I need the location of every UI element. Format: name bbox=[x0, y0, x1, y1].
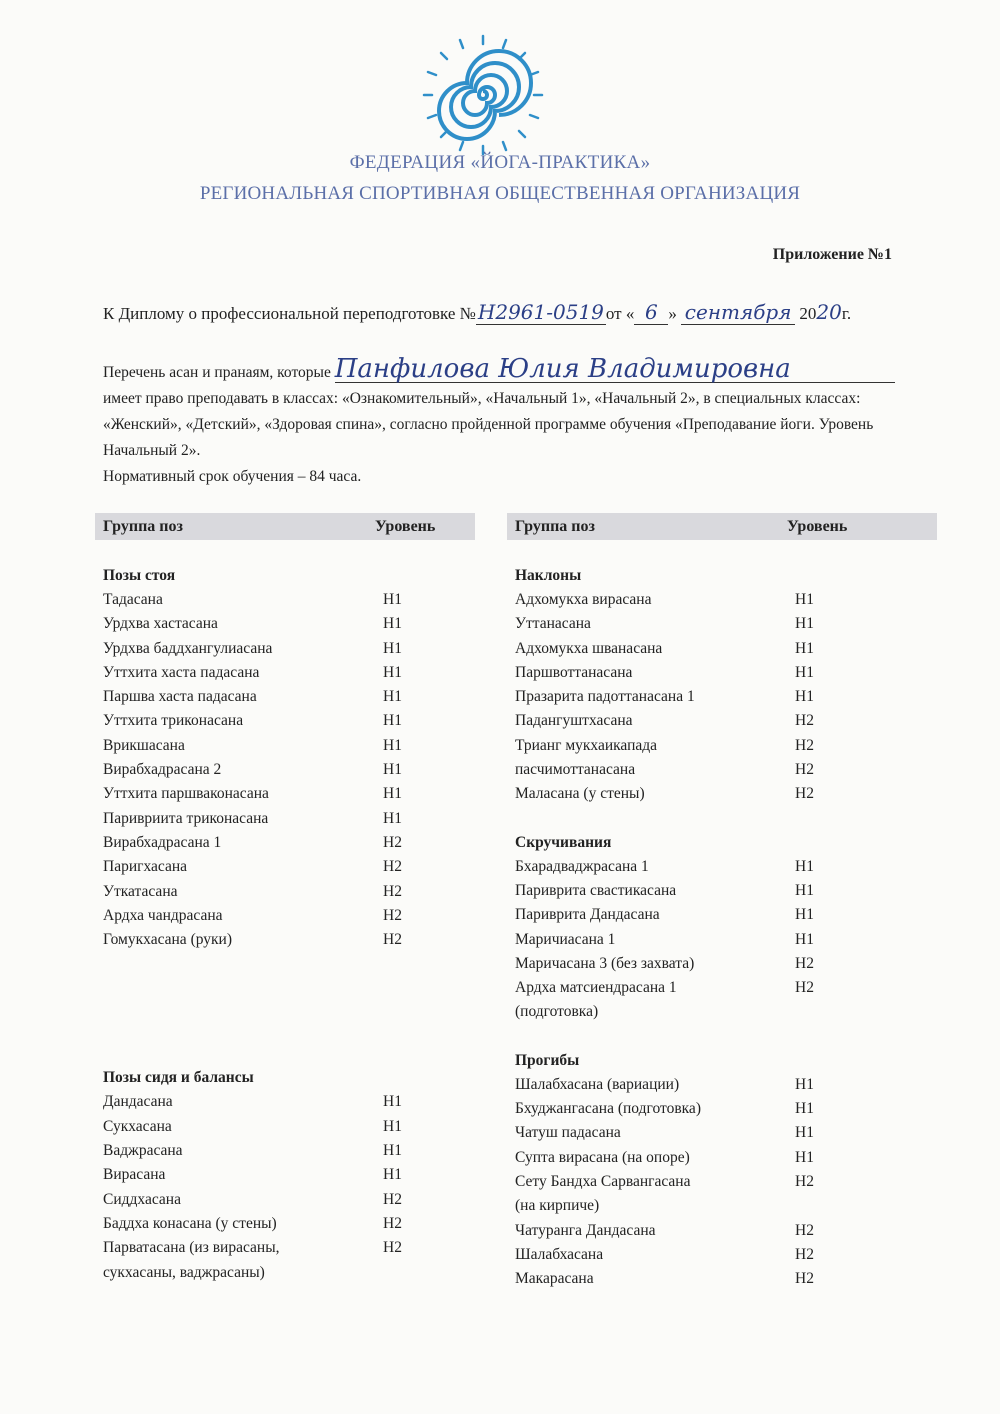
table-row bbox=[507, 1194, 937, 1218]
table-row bbox=[507, 1146, 937, 1170]
right-table-header bbox=[507, 513, 937, 540]
section-title: Прогибы bbox=[515, 1051, 580, 1069]
asana-level: Н2 bbox=[795, 785, 814, 803]
table-row bbox=[95, 1261, 475, 1285]
asana-level: Н1 bbox=[795, 1124, 814, 1142]
asana-name: Паршва хаста падасана bbox=[103, 688, 257, 706]
left-table-header bbox=[95, 513, 475, 540]
table-row bbox=[507, 1000, 937, 1024]
asana-name: сукхасаны, ваджрасаны) bbox=[103, 1263, 265, 1281]
asana-level: Н2 bbox=[795, 736, 814, 754]
asana-level: Н1 bbox=[795, 688, 814, 706]
table-row bbox=[95, 612, 475, 636]
asana-name: Парватасана (из вирасаны, bbox=[103, 1239, 280, 1257]
table-row bbox=[95, 928, 475, 952]
asana-name: Сиддхасана bbox=[103, 1190, 181, 1208]
asana-name: Вирасана bbox=[103, 1166, 166, 1184]
table-row bbox=[95, 588, 475, 612]
asana-level: Н2 bbox=[795, 954, 814, 972]
intro-duration: Нормативный срок обучения – 84 часа. bbox=[103, 468, 362, 485]
diploma-number: Н2961-0519 bbox=[477, 300, 604, 324]
asana-name: Бхуджангасана (подготовка) bbox=[515, 1100, 701, 1118]
header-level: Уровень bbox=[375, 517, 436, 535]
asana-level: Н1 bbox=[383, 688, 402, 706]
backbends-list bbox=[507, 1073, 937, 1292]
asana-name: Вирабхадрасана 2 bbox=[103, 761, 222, 779]
asana-level: Н1 bbox=[383, 615, 402, 633]
table-row bbox=[507, 1097, 937, 1121]
asana-level: Н1 bbox=[383, 1166, 402, 1184]
table-row bbox=[95, 1236, 475, 1260]
org-name-line2: РЕГИОНАЛЬНАЯ СПОРТИВНАЯ ОБЩЕСТВЕННАЯ ОРГАНИЗАЦИЯ bbox=[199, 183, 801, 204]
table-row bbox=[95, 1163, 475, 1187]
table-row bbox=[95, 1212, 475, 1236]
asana-level: Н1 bbox=[383, 736, 402, 754]
right-column bbox=[507, 513, 937, 1291]
asana-name: Паригхасана bbox=[103, 858, 188, 876]
asana-level: Н1 bbox=[795, 1075, 814, 1093]
asana-name: Уткатасана bbox=[103, 882, 178, 900]
table-row bbox=[507, 734, 937, 758]
header-group: Группа поз bbox=[103, 517, 183, 535]
asana-name: Падангуштхасана bbox=[515, 712, 633, 730]
intro-lead: Перечень асан и пранаям, которые bbox=[103, 364, 331, 381]
asana-level: Н2 bbox=[795, 979, 814, 997]
table-row bbox=[507, 903, 937, 927]
asana-name: Чатуранга Дандасана bbox=[515, 1221, 656, 1239]
section-title: Позы стоя bbox=[103, 567, 176, 584]
asana-level: Н1 bbox=[383, 809, 402, 827]
asana-name: Уттхита триконасана bbox=[103, 712, 244, 730]
header-level: Уровень bbox=[787, 517, 848, 535]
asana-level: Н2 bbox=[383, 833, 402, 851]
standing-list bbox=[95, 588, 475, 952]
intro-rest: имеет право преподавать в классах: «Ознакомительный», «Начальный 1», «Начальный 2», в специальных классах: «Женский», «Детский», «Здоровая спина», согласно пройденной программе обучения «Преподавание йоги. Уровень Начальный 2». bbox=[103, 390, 874, 459]
diploma-prefix: К Диплому о профессиональной переподготовке № bbox=[103, 304, 476, 323]
asana-name: Паривритa свастикасана bbox=[515, 881, 677, 899]
diploma-year-prefix: 20 bbox=[799, 304, 817, 323]
asana-name: Паршвоттанасана bbox=[515, 663, 633, 681]
asana-name: Маричиасана 1 bbox=[515, 930, 616, 948]
table-row bbox=[507, 1073, 937, 1097]
asana-name: Урдхва хастасана bbox=[103, 615, 218, 633]
asana-name: Врикшасана bbox=[103, 736, 185, 754]
diploma-year-suffix: 20 bbox=[816, 300, 842, 324]
asana-level: Н1 bbox=[383, 639, 402, 657]
table-row bbox=[95, 758, 475, 782]
asana-level: Н2 bbox=[383, 1190, 402, 1208]
asana-name: Тадасана bbox=[103, 591, 163, 608]
asana-level: Н2 bbox=[383, 906, 402, 924]
asana-level bbox=[383, 1261, 475, 1285]
table-row bbox=[507, 782, 937, 806]
table-row bbox=[507, 637, 937, 661]
org-name-line1: ФЕДЕРАЦИЯ «ЙОГА-ПРАКТИКА» bbox=[349, 152, 651, 173]
asana-level: Н2 bbox=[795, 1172, 814, 1190]
section-title: Наклоны bbox=[515, 567, 582, 584]
asana-name: Адхомукха вирасана bbox=[515, 591, 652, 608]
asana-name: Шалабхасана (вариации) bbox=[515, 1075, 680, 1093]
table-row bbox=[95, 831, 475, 855]
asana-name: Празарита падоттанасана 1 bbox=[515, 688, 695, 706]
asana-name: Сукхасана bbox=[103, 1117, 172, 1135]
asana-name: Чатуш падасана bbox=[515, 1124, 621, 1142]
diploma-month: сентября bbox=[681, 300, 795, 325]
asana-level: Н1 bbox=[383, 591, 402, 608]
appendix-label: Приложение №1 bbox=[772, 246, 892, 263]
asana-level: Н1 bbox=[383, 663, 402, 681]
asana-name: Адхомукха шванасана bbox=[515, 639, 663, 657]
asana-level bbox=[795, 1194, 937, 1218]
asana-level bbox=[795, 1000, 937, 1024]
table-row bbox=[507, 612, 937, 636]
asana-level: Н1 bbox=[795, 1100, 814, 1118]
table-row bbox=[95, 1090, 475, 1114]
asana-name: Трианг мукхаикапада bbox=[515, 736, 658, 754]
table-row bbox=[507, 709, 937, 733]
asana-name: пасчимоттанасана bbox=[515, 761, 636, 779]
student-name: Панфилова Юлия Владимировна bbox=[335, 356, 895, 383]
asana-level: Н2 bbox=[383, 1239, 402, 1257]
asana-level: Н2 bbox=[795, 1221, 814, 1239]
table-row bbox=[95, 904, 475, 928]
intro-paragraph bbox=[103, 356, 903, 490]
asana-name: Супта вирасана (на опоре) bbox=[515, 1148, 690, 1166]
asana-level: Н2 bbox=[795, 712, 814, 730]
table-row bbox=[507, 1267, 937, 1291]
asana-level: Н1 bbox=[383, 761, 402, 779]
table-row bbox=[507, 976, 937, 1000]
asana-name: Вирабхадрасана 1 bbox=[103, 833, 222, 851]
asana-name: Паривриита триконасана bbox=[103, 809, 269, 827]
asana-level: Н1 bbox=[383, 785, 402, 803]
asana-level: Н1 bbox=[795, 663, 814, 681]
asana-name: Макарасана bbox=[515, 1270, 594, 1288]
asana-level: Н1 bbox=[383, 712, 402, 730]
table-row bbox=[507, 928, 937, 952]
table-row bbox=[507, 685, 937, 709]
asana-name: Дандасана bbox=[103, 1093, 173, 1111]
asana-level: Н2 bbox=[795, 761, 814, 779]
header-group: Группа поз bbox=[515, 517, 595, 535]
table-row bbox=[95, 709, 475, 733]
section-title: Скручивания bbox=[515, 833, 612, 851]
asana-name: Уттхита хаста падасана bbox=[103, 663, 260, 681]
asana-name: Ваджрасана bbox=[103, 1142, 183, 1160]
table-row bbox=[507, 879, 937, 903]
table-row bbox=[95, 1139, 475, 1163]
table-row bbox=[95, 1115, 475, 1139]
asana-level: Н1 bbox=[795, 906, 814, 924]
asana-level: Н1 bbox=[795, 930, 814, 948]
table-row bbox=[507, 1219, 937, 1243]
asana-name: Маласана (у стены) bbox=[515, 785, 645, 803]
asana-level: Н1 bbox=[383, 1117, 402, 1135]
table-row bbox=[507, 588, 937, 612]
asana-name: (подготовка) bbox=[515, 1003, 599, 1021]
spiral-sun-logo bbox=[418, 30, 548, 160]
diploma-from: от « bbox=[605, 304, 635, 323]
table-row bbox=[507, 952, 937, 976]
asana-level: Н1 bbox=[383, 1093, 402, 1111]
asana-name: Маричасана 3 (без захвата) bbox=[515, 954, 695, 972]
asana-level: Н1 bbox=[383, 1142, 402, 1160]
table-row bbox=[95, 782, 475, 806]
asana-name: Бхарадваджрасана 1 bbox=[515, 857, 649, 875]
asana-name: Уттхита паршваконасана bbox=[103, 785, 269, 803]
section-title: Позы сидя и балансы bbox=[103, 1069, 254, 1087]
asana-level: Н1 bbox=[795, 1148, 814, 1166]
table-row bbox=[507, 1121, 937, 1145]
bends-list bbox=[507, 588, 937, 807]
table-row bbox=[95, 855, 475, 879]
asana-level: Н1 bbox=[795, 591, 814, 608]
asana-name: Баддха конасана (у стены) bbox=[103, 1214, 277, 1232]
asana-name: Уттанасана bbox=[515, 615, 591, 633]
table-row bbox=[95, 637, 475, 661]
asana-level: Н2 bbox=[383, 931, 402, 949]
table-row bbox=[507, 855, 937, 879]
table-row bbox=[95, 685, 475, 709]
asana-level: Н2 bbox=[383, 858, 402, 876]
asana-level: Н2 bbox=[383, 882, 402, 900]
table-row bbox=[95, 734, 475, 758]
seated-list bbox=[95, 1090, 475, 1284]
diploma-year-end: г. bbox=[841, 304, 852, 323]
asana-name: Урдхва баддхангулиасана bbox=[103, 639, 273, 657]
asana-name: Ардха чандрасана bbox=[103, 906, 223, 924]
asana-name: Шалабхасана bbox=[515, 1245, 604, 1263]
asana-level: Н2 bbox=[795, 1270, 814, 1288]
left-column bbox=[95, 513, 475, 1285]
asana-level: Н1 bbox=[795, 857, 814, 875]
table-row bbox=[507, 661, 937, 685]
asana-level: Н1 bbox=[795, 881, 814, 899]
table-row bbox=[507, 758, 937, 782]
asana-name: Гомукхасана (руки) bbox=[103, 931, 233, 949]
asana-level: Н1 bbox=[795, 615, 814, 633]
table-row bbox=[507, 1243, 937, 1267]
asana-name: Ардха матсиендрасана 1 bbox=[515, 979, 677, 997]
asana-name: (на кирпиче) bbox=[515, 1197, 600, 1215]
asana-level: Н1 bbox=[795, 639, 814, 657]
table-row bbox=[95, 807, 475, 831]
diploma-day: 6 bbox=[634, 300, 668, 325]
diploma-line bbox=[103, 300, 851, 325]
asana-name: Паривритa Дандасана bbox=[515, 906, 660, 924]
table-row bbox=[507, 1170, 937, 1194]
twists-list bbox=[507, 855, 937, 1025]
asana-level: Н2 bbox=[383, 1214, 402, 1232]
diploma-day-close: » bbox=[668, 304, 677, 323]
table-row bbox=[95, 661, 475, 685]
asana-name: Сету Бандха Сарвангасана bbox=[515, 1172, 691, 1190]
table-row bbox=[95, 880, 475, 904]
asana-level: Н2 bbox=[795, 1245, 814, 1263]
table-row bbox=[95, 1188, 475, 1212]
